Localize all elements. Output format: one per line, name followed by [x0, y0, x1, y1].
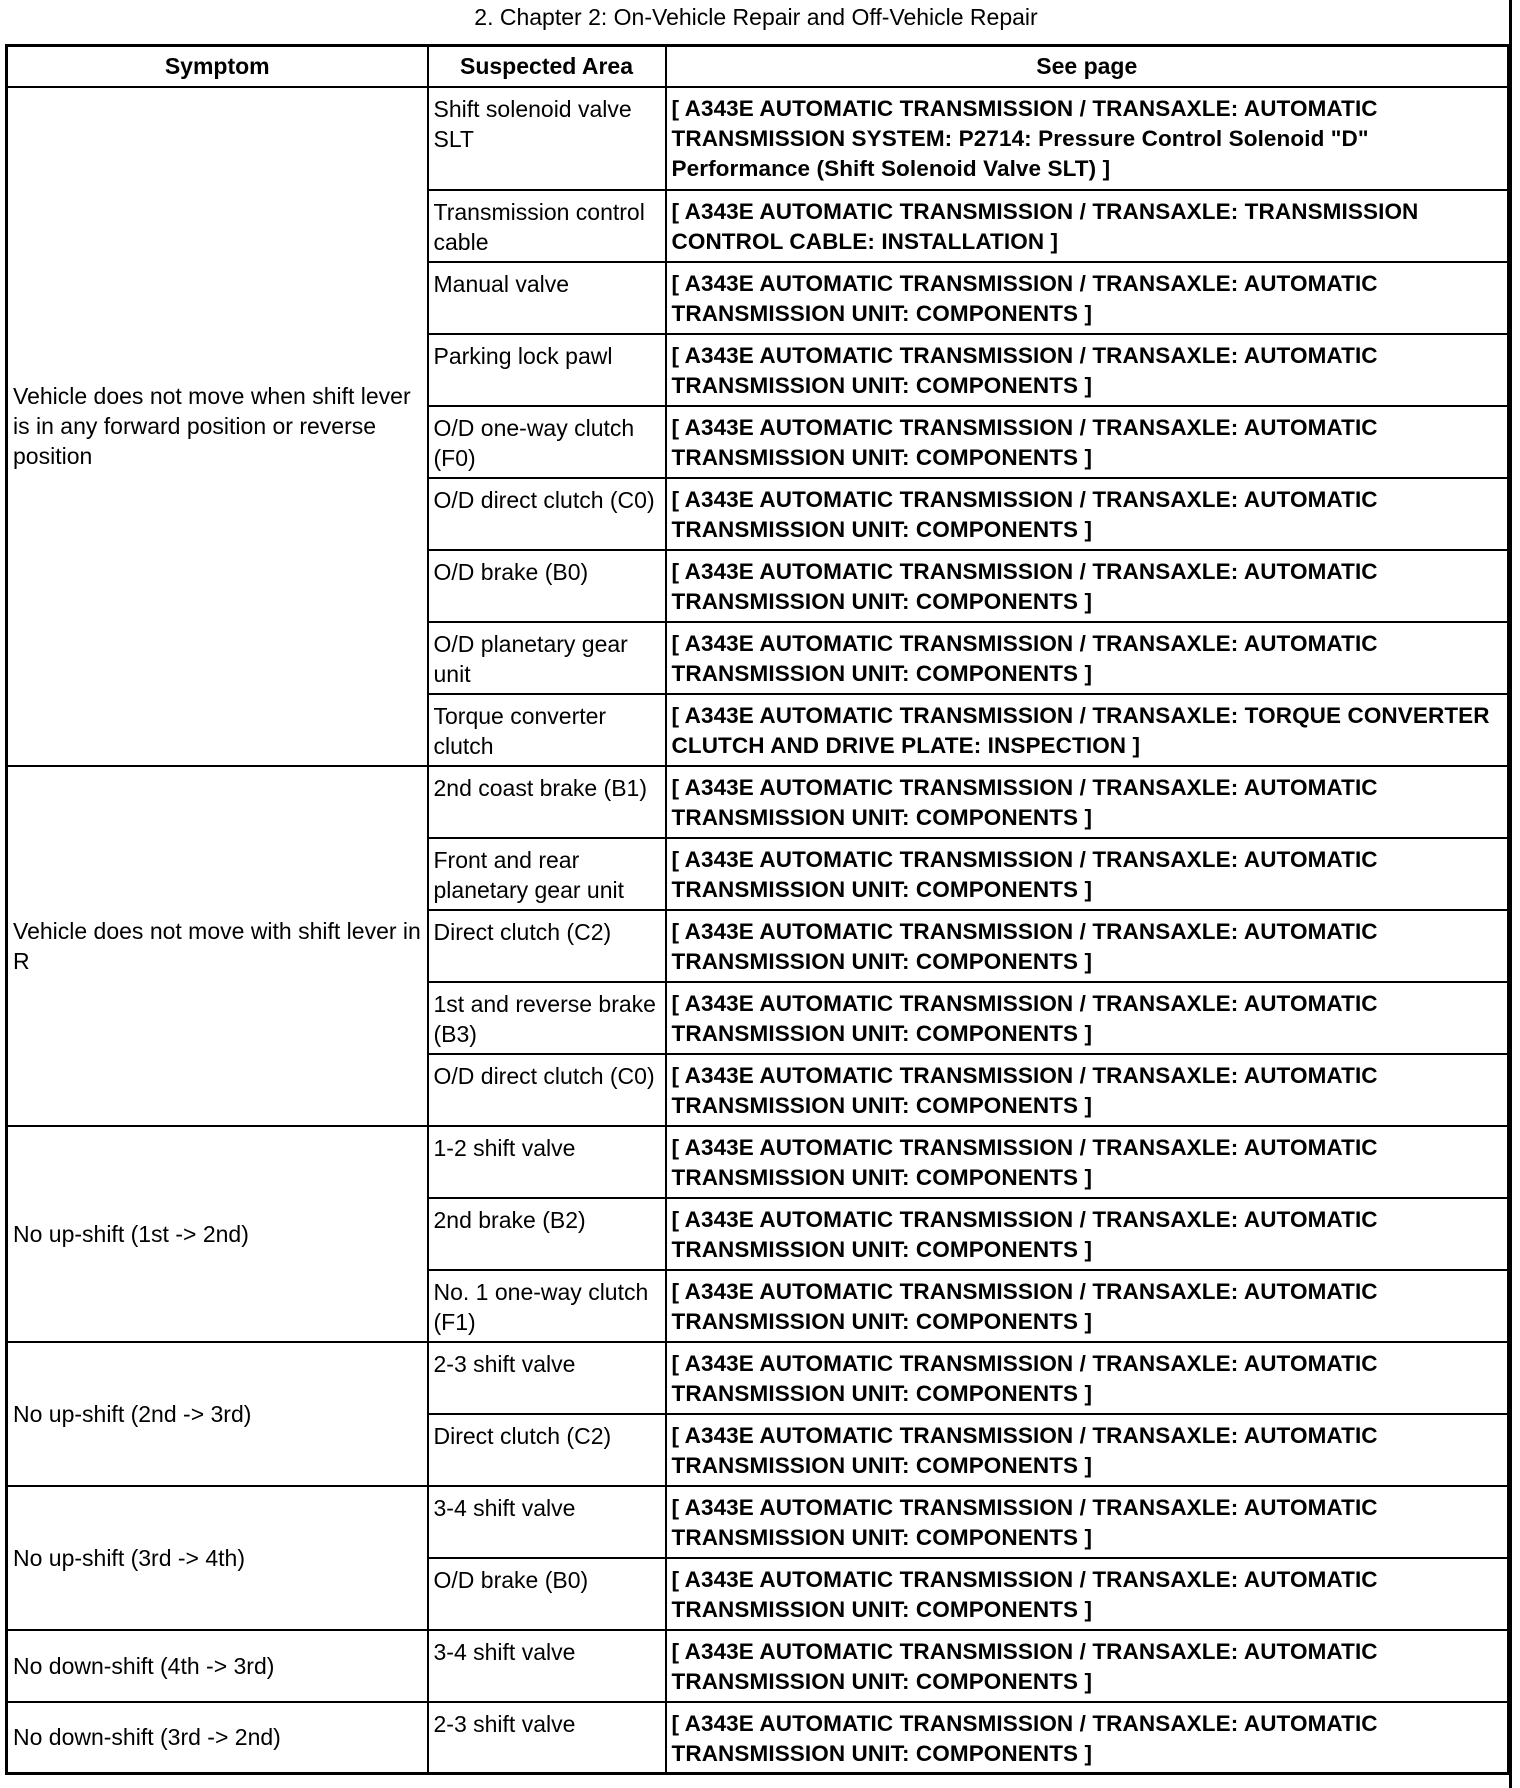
suspected-area-cell: Shift solenoid valve SLT: [428, 87, 666, 190]
suspected-area-cell: 2nd brake (B2): [428, 1198, 666, 1270]
suspected-area-cell: O/D planetary gear unit: [428, 622, 666, 694]
symptom-cell: No down-shift (3rd -> 2nd): [7, 1702, 428, 1774]
table-row: [7, 1126, 1509, 1198]
header-suspected-area: Suspected Area: [428, 46, 666, 87]
suspected-area-cell: O/D direct clutch (C0): [428, 1054, 666, 1126]
suspected-area-cell: 3-4 shift valve: [428, 1630, 666, 1702]
see-page-link[interactable]: [ A343E AUTOMATIC TRANSMISSION / TRANSAXLE: AUTOMATIC TRANSMISSION UNIT: COMPONENTS ]: [666, 262, 1509, 334]
suspected-area-cell: Direct clutch (C2): [428, 910, 666, 982]
symptom-cell: No up-shift (2nd -> 3rd): [7, 1342, 428, 1486]
see-page-link[interactable]: [ A343E AUTOMATIC TRANSMISSION / TRANSAXLE: AUTOMATIC TRANSMISSION UNIT: COMPONENTS ]: [666, 838, 1509, 910]
see-page-link[interactable]: [ A343E AUTOMATIC TRANSMISSION / TRANSAXLE: AUTOMATIC TRANSMISSION UNIT: COMPONENTS ]: [666, 1270, 1509, 1342]
suspected-area-cell: 2-3 shift valve: [428, 1342, 666, 1414]
see-page-link[interactable]: [ A343E AUTOMATIC TRANSMISSION / TRANSAXLE: AUTOMATIC TRANSMISSION UNIT: COMPONENTS ]: [666, 406, 1509, 478]
see-page-link[interactable]: [ A343E AUTOMATIC TRANSMISSION / TRANSAXLE: AUTOMATIC TRANSMISSION UNIT: COMPONENTS ]: [666, 550, 1509, 622]
see-page-link[interactable]: [ A343E AUTOMATIC TRANSMISSION / TRANSAXLE: AUTOMATIC TRANSMISSION UNIT: COMPONENTS ]: [666, 1558, 1509, 1630]
table-row: [7, 1342, 1509, 1414]
see-page-link[interactable]: [ A343E AUTOMATIC TRANSMISSION / TRANSAXLE: TRANSMISSION CONTROL CABLE: INSTALLATION ]: [666, 190, 1509, 262]
see-page-link[interactable]: [ A343E AUTOMATIC TRANSMISSION / TRANSAXLE: AUTOMATIC TRANSMISSION UNIT: COMPONENTS ]: [666, 982, 1509, 1054]
see-page-link[interactable]: [ A343E AUTOMATIC TRANSMISSION / TRANSAXLE: AUTOMATIC TRANSMISSION UNIT: COMPONENTS ]: [666, 622, 1509, 694]
see-page-link[interactable]: [ A343E AUTOMATIC TRANSMISSION / TRANSAXLE: AUTOMATIC TRANSMISSION UNIT: COMPONENTS ]: [666, 1054, 1509, 1126]
see-page-link[interactable]: [ A343E AUTOMATIC TRANSMISSION / TRANSAXLE: AUTOMATIC TRANSMISSION UNIT: COMPONENTS ]: [666, 478, 1509, 550]
header-see-page: See page: [666, 46, 1509, 87]
see-page-link[interactable]: [ A343E AUTOMATIC TRANSMISSION / TRANSAXLE: TORQUE CONVERTER CLUTCH AND DRIVE PLATE: INSPECTION ]: [666, 694, 1509, 766]
see-page-link[interactable]: [ A343E AUTOMATIC TRANSMISSION / TRANSAXLE: AUTOMATIC TRANSMISSION SYSTEM: P2714: Pressure Control Solenoid "D" Performance (Shift Solenoid Valve SLT) ]: [666, 87, 1509, 190]
suspected-area-cell: Parking lock pawl: [428, 334, 666, 406]
table-row: [7, 1630, 1509, 1702]
suspected-area-cell: No. 1 one-way clutch (F1): [428, 1270, 666, 1342]
table-row: [7, 766, 1509, 838]
see-page-link[interactable]: [ A343E AUTOMATIC TRANSMISSION / TRANSAXLE: AUTOMATIC TRANSMISSION UNIT: COMPONENTS ]: [666, 766, 1509, 838]
see-page-link[interactable]: [ A343E AUTOMATIC TRANSMISSION / TRANSAXLE: AUTOMATIC TRANSMISSION UNIT: COMPONENTS ]: [666, 1342, 1509, 1414]
symptom-cell: No up-shift (1st -> 2nd): [7, 1126, 428, 1342]
see-page-link[interactable]: [ A343E AUTOMATIC TRANSMISSION / TRANSAXLE: AUTOMATIC TRANSMISSION UNIT: COMPONENTS ]: [666, 1414, 1509, 1486]
suspected-area-cell: Direct clutch (C2): [428, 1414, 666, 1486]
see-page-link[interactable]: [ A343E AUTOMATIC TRANSMISSION / TRANSAXLE: AUTOMATIC TRANSMISSION UNIT: COMPONENTS ]: [666, 910, 1509, 982]
table-row: [7, 87, 1509, 190]
see-page-link[interactable]: [ A343E AUTOMATIC TRANSMISSION / TRANSAXLE: AUTOMATIC TRANSMISSION UNIT: COMPONENTS ]: [666, 334, 1509, 406]
see-page-link[interactable]: [ A343E AUTOMATIC TRANSMISSION / TRANSAXLE: AUTOMATIC TRANSMISSION UNIT: COMPONENTS ]: [666, 1126, 1509, 1198]
symptom-cell: Vehicle does not move with shift lever in R: [7, 766, 428, 1126]
symptom-cell: No up-shift (3rd -> 4th): [7, 1486, 428, 1630]
see-page-link[interactable]: [ A343E AUTOMATIC TRANSMISSION / TRANSAXLE: AUTOMATIC TRANSMISSION UNIT: COMPONENTS ]: [666, 1198, 1509, 1270]
chapter-title: 2. Chapter 2: On-Vehicle Repair and Off-Vehicle Repair: [474, 4, 1038, 30]
suspected-area-cell: Manual valve: [428, 262, 666, 334]
header-symptom: Symptom: [7, 46, 428, 87]
table-row: [7, 1702, 1509, 1774]
suspected-area-cell: 1-2 shift valve: [428, 1126, 666, 1198]
see-page-link[interactable]: [ A343E AUTOMATIC TRANSMISSION / TRANSAXLE: AUTOMATIC TRANSMISSION UNIT: COMPONENTS ]: [666, 1702, 1509, 1774]
symptom-cell: No down-shift (4th -> 3rd): [7, 1630, 428, 1702]
table-header-row: [7, 46, 1509, 87]
table-body: [7, 87, 1509, 1774]
suspected-area-cell: Torque converter clutch: [428, 694, 666, 766]
suspected-area-cell: O/D brake (B0): [428, 1558, 666, 1630]
suspected-area-cell: Front and rear planetary gear unit: [428, 838, 666, 910]
symptom-cell: Vehicle does not move when shift lever is in any forward position or reverse position: [7, 87, 428, 766]
suspected-area-cell: 2-3 shift valve: [428, 1702, 666, 1774]
suspected-area-cell: O/D direct clutch (C0): [428, 478, 666, 550]
suspected-area-cell: 3-4 shift valve: [428, 1486, 666, 1558]
suspected-area-cell: O/D brake (B0): [428, 550, 666, 622]
see-page-link[interactable]: [ A343E AUTOMATIC TRANSMISSION / TRANSAXLE: AUTOMATIC TRANSMISSION UNIT: COMPONENTS ]: [666, 1630, 1509, 1702]
symptom-table: [5, 44, 1510, 1775]
table-row: [7, 1486, 1509, 1558]
see-page-link[interactable]: [ A343E AUTOMATIC TRANSMISSION / TRANSAXLE: AUTOMATIC TRANSMISSION UNIT: COMPONENTS ]: [666, 1486, 1509, 1558]
suspected-area-cell: Transmission control cable: [428, 190, 666, 262]
suspected-area-cell: 2nd coast brake (B1): [428, 766, 666, 838]
suspected-area-cell: 1st and reverse brake (B3): [428, 982, 666, 1054]
suspected-area-cell: O/D one-way clutch (F0): [428, 406, 666, 478]
